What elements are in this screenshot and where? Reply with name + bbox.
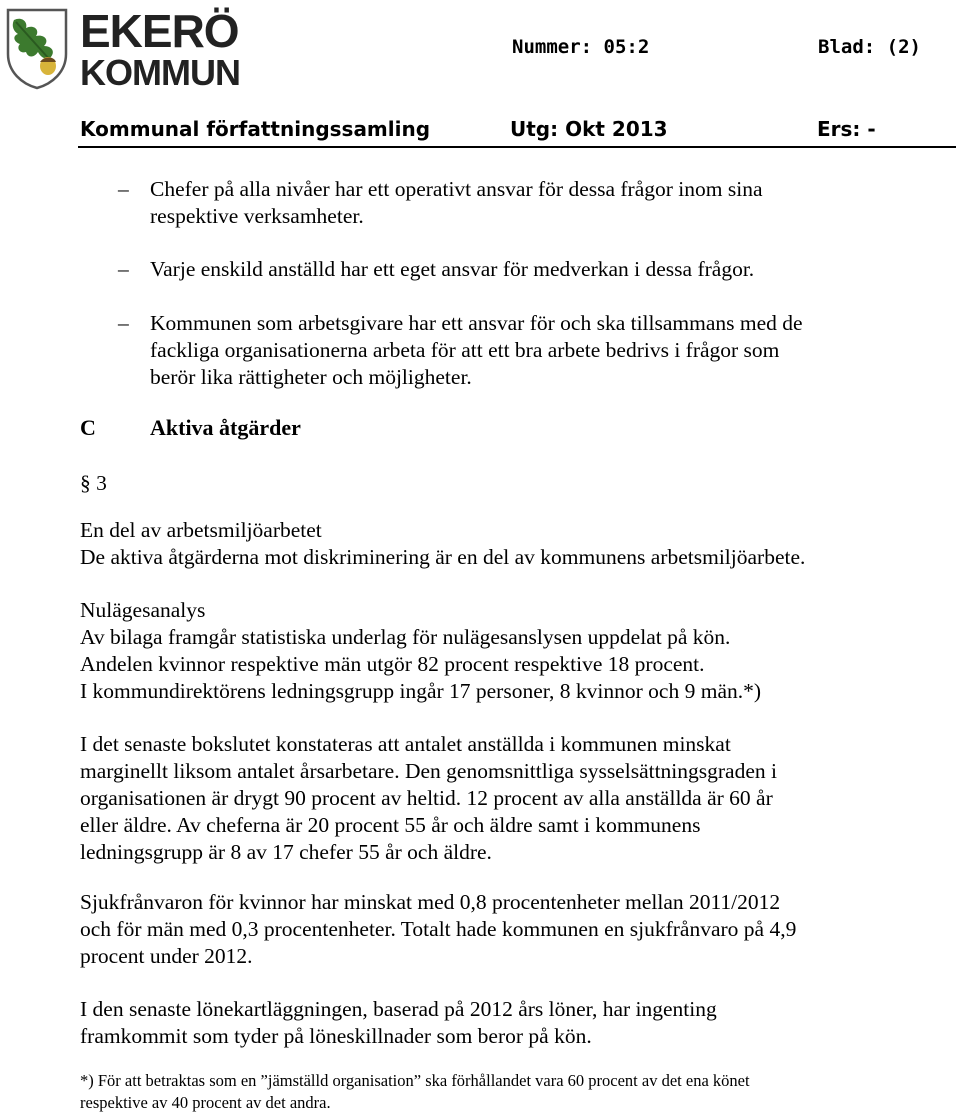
text-line: marginellt liksom antalet årsarbetare. Den genomsnittliga sysselsättningsgraden i [80, 759, 777, 783]
paragraph-sick-leave [80, 889, 796, 970]
bullet-item [150, 256, 754, 283]
text-line: Varje enskild anställd har ett eget ansvar för medverkan i dessa frågor. [150, 257, 755, 281]
paragraph-sign: § [80, 471, 91, 495]
logo-kommun-text: KOMMUN [80, 52, 240, 93]
footnote-line: respektive av 40 procent av det andra. [80, 1093, 331, 1112]
footnote-line: *) För att betraktas som en ”jämställd organisation” ska förhållandet vara 60 procent av det ena könet [80, 1071, 750, 1090]
ekero-kommun-logo [4, 5, 244, 93]
text-line: Av bilaga framgår statistiska underlag för nulägesanslysen uppdelat på kön. [80, 625, 731, 649]
text-line: Kommunen som arbetsgivare har ett ansvar för och ska tillsammans med de [150, 311, 803, 335]
text-line: berör lika rättigheter och möjligheter. [150, 365, 472, 389]
paragraph-marker [80, 470, 107, 497]
text-line: I den senaste lönekartläggningen, baserad på 2012 års löner, har ingenting [80, 997, 717, 1021]
paragraph-annual-report [80, 731, 777, 866]
paragraph-current-analysis [80, 597, 761, 705]
section-letter: C [80, 415, 96, 440]
text-line: och för män med 0,3 procentenheter. Totalt hade kommunen en sjukfrånvaro på 4,9 [80, 917, 797, 941]
bullet-item [150, 310, 803, 391]
header-divider [78, 146, 956, 148]
document-number: Nummer: 05:2 [512, 36, 650, 58]
text-line: Sjukfrånvaron för kvinnor har minskat med 0,8 procentenheter mellan 2011/2012 [80, 890, 781, 914]
replaces: Ers: - [817, 117, 876, 141]
paragraph-number: 3 [96, 471, 107, 495]
bullet-dash: – [118, 257, 129, 281]
text-line: respektive verksamheter. [150, 204, 364, 228]
text-line: En del av arbetsmiljöarbetet [80, 518, 322, 542]
bullet-dash: – [118, 311, 129, 335]
collection-title: Kommunal författningssamling [80, 117, 431, 141]
text-line: framkommit som tyder på löneskillnader som beror på kön. [80, 1024, 592, 1048]
text-line: Chefer på alla nivåer har ett operativt ansvar för dessa frågor inom sina [150, 177, 763, 201]
paragraph-work-environment [80, 517, 805, 571]
bullet-item [150, 176, 763, 230]
footnote [80, 1070, 958, 1114]
coat-of-arms-icon [4, 6, 70, 90]
text-line: ledningsgrupp är 8 av 17 chefer 55 år och äldre. [80, 840, 492, 864]
text-line: eller äldre. Av cheferna är 20 procent 55 år och äldre samt i kommunens [80, 813, 701, 837]
issue-date: Utg: Okt 2013 [510, 117, 668, 141]
paragraph-salary-survey [80, 996, 717, 1050]
text-line: I kommundirektörens ledningsgrupp ingår 17 personer, 8 kvinnor och 9 män.*) [80, 679, 762, 703]
text-line: procent under 2012. [80, 944, 253, 968]
logo-ekero-text: EKERÖ [80, 5, 239, 57]
text-line: organisationen är drygt 90 procent av heltid. 12 procent av alla anställda är 60 år [80, 786, 773, 810]
text-line: Andelen kvinnor respektive män utgör 82 procent respektive 18 procent. [80, 652, 705, 676]
bullet-dash: – [118, 177, 129, 201]
text-line: I det senaste bokslutet konstateras att antalet anställda i kommunen minskat [80, 732, 731, 756]
text-line: De aktiva åtgärderna mot diskriminering är en del av kommunens arbetsmiljöarbete. [80, 545, 806, 569]
page-number: Blad: (2) [818, 36, 921, 58]
text-line: fackliga organisationerna arbeta för att ett bra arbete bedrivs i frågor som [150, 338, 780, 362]
section-title: Aktiva åtgärder [150, 415, 301, 440]
text-line: Nulägesanalys [80, 598, 206, 622]
